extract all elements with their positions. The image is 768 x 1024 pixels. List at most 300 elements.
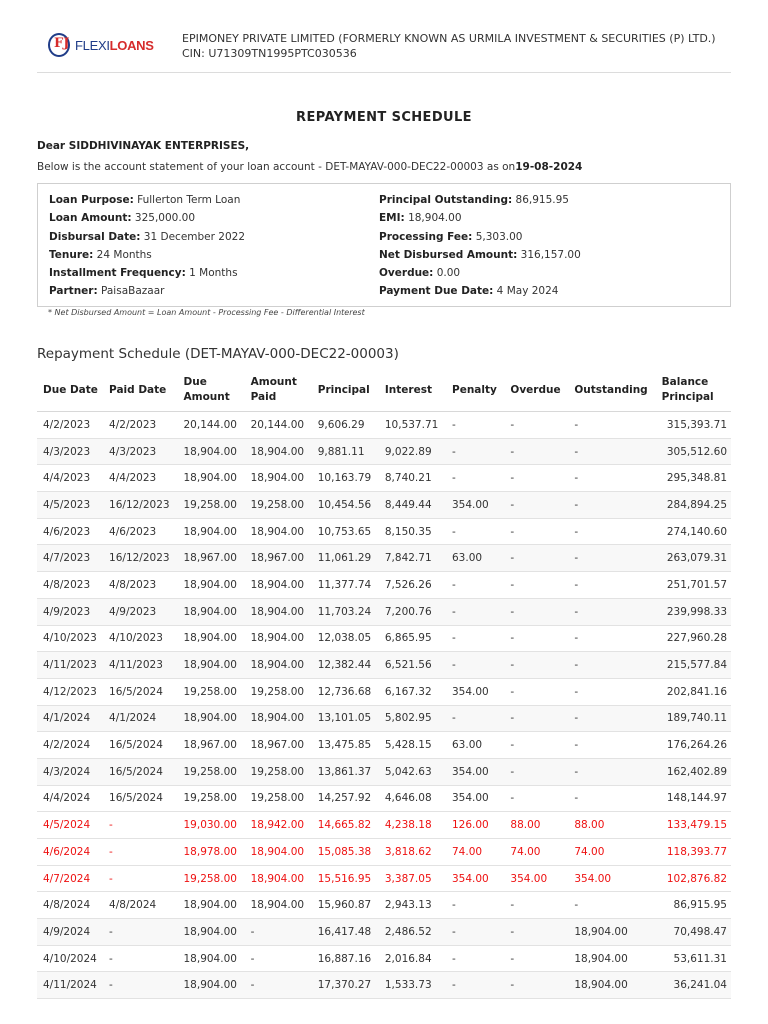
summary-item: [49, 209, 245, 227]
table-cell: -: [446, 465, 504, 492]
summary-label: Partner:: [49, 285, 98, 298]
table-cell: 4/2/2024: [37, 732, 103, 759]
table-cell: 9,022.89: [379, 438, 446, 465]
table-cell: -: [504, 598, 568, 625]
summary-label: Installment Frequency:: [49, 267, 186, 280]
table-cell: 13,475.85: [312, 732, 379, 759]
greeting: Dear SIDDHIVINAYAK ENTERPRISES,: [37, 140, 250, 152]
table-cell: 1,533.73: [379, 972, 446, 999]
logo-text-flexi: FLEXI: [75, 37, 110, 53]
table-cell: 16/12/2023: [103, 492, 177, 519]
table-cell: 8,740.21: [379, 465, 446, 492]
table-row: [37, 465, 731, 492]
table-cell: 18,942.00: [245, 812, 312, 839]
table-cell: -: [446, 945, 504, 972]
summary-value: PaisaBazaar: [97, 285, 165, 298]
table-cell: 7,200.76: [379, 598, 446, 625]
table-cell: 18,904.00: [178, 625, 245, 652]
table-cell: -: [504, 678, 568, 705]
table-cell: -: [568, 598, 655, 625]
table-cell: 19,258.00: [178, 865, 245, 892]
summary-value: Fullerton Term Loan: [133, 194, 241, 206]
table-cell: 354.00: [446, 492, 504, 519]
table-cell: 4/9/2024: [37, 919, 103, 946]
table-cell: 4/11/2024: [37, 972, 103, 999]
summary-label: Payment Due Date:: [379, 285, 494, 298]
page-header: [0, 0, 768, 74]
summary-value: 31 December 2022: [140, 230, 246, 243]
table-cell: 4/3/2023: [37, 438, 103, 465]
column-header: Principal: [312, 369, 379, 412]
table-cell: -: [504, 625, 568, 652]
table-cell: -: [245, 945, 312, 972]
table-cell: -: [568, 412, 655, 439]
table-cell: 19,258.00: [245, 758, 312, 785]
table-cell: -: [504, 412, 568, 439]
table-cell: 36,241.04: [656, 972, 731, 999]
table-cell: 354.00: [568, 865, 655, 892]
table-cell: 4/9/2023: [103, 598, 177, 625]
table-header-row: [37, 369, 731, 412]
table-cell: 11,703.24: [312, 598, 379, 625]
table-cell: -: [103, 919, 177, 946]
column-header: Interest: [379, 369, 446, 412]
table-cell: -: [504, 705, 568, 732]
table-cell: 18,904.00: [178, 972, 245, 999]
table-cell: 18,904.00: [178, 518, 245, 545]
table-cell: -: [504, 572, 568, 599]
table-cell: 8,150.35: [379, 518, 446, 545]
summary-value: 0.00: [433, 267, 461, 280]
table-cell: 4/10/2023: [37, 625, 103, 652]
table-cell: 86,915.95: [656, 892, 731, 919]
table-cell: -: [446, 598, 504, 625]
table-cell: -: [446, 518, 504, 545]
table-cell: 4/12/2023: [37, 678, 103, 705]
table-cell: 15,516.95: [312, 865, 379, 892]
table-cell: -: [568, 678, 655, 705]
table-cell: 19,258.00: [245, 678, 312, 705]
table-row: [37, 785, 731, 812]
table-cell: 10,163.79: [312, 465, 379, 492]
table-cell: 19,030.00: [178, 812, 245, 839]
table-cell: 18,967.00: [178, 732, 245, 759]
table-cell: -: [504, 732, 568, 759]
table-cell: -: [504, 652, 568, 679]
table-body: [37, 412, 731, 999]
table-cell: -: [446, 412, 504, 439]
table-cell: 14,665.82: [312, 812, 379, 839]
table-cell: 4/6/2023: [103, 518, 177, 545]
table-cell: 4/8/2024: [37, 892, 103, 919]
table-cell: -: [568, 545, 655, 572]
summary-item: [49, 228, 245, 246]
table-cell: -: [446, 892, 504, 919]
summary-item: [49, 191, 245, 209]
table-cell: 5,428.15: [379, 732, 446, 759]
table-cell: 19,258.00: [245, 492, 312, 519]
table-cell: 19,258.00: [178, 492, 245, 519]
table-cell: 202,841.16: [656, 678, 731, 705]
table-cell: 4/11/2023: [37, 652, 103, 679]
table-cell: -: [446, 652, 504, 679]
table-cell: 2,016.84: [379, 945, 446, 972]
table-cell: -: [568, 572, 655, 599]
table-cell: 13,101.05: [312, 705, 379, 732]
table-cell: 354.00: [446, 785, 504, 812]
summary-value: 4 May 2024: [493, 285, 559, 298]
table-cell: 16,887.16: [312, 945, 379, 972]
table-row: [37, 919, 731, 946]
table-cell: 10,753.65: [312, 518, 379, 545]
table-cell: 7,526.26: [379, 572, 446, 599]
table-cell: -: [568, 892, 655, 919]
column-header: Due Date: [37, 369, 103, 412]
table-cell: -: [103, 972, 177, 999]
table-cell: 74.00: [568, 839, 655, 866]
table-cell: 102,876.82: [656, 865, 731, 892]
table-cell: -: [504, 785, 568, 812]
company-name: EPIMONEY PRIVATE LIMITED (FORMERLY KNOWN AS URMILA INVESTMENT & SECURITIES (P) LTD.): [182, 32, 716, 45]
summary-value: 5,303.00: [472, 230, 523, 243]
summary-item: [379, 209, 581, 227]
table-cell: -: [568, 492, 655, 519]
table-cell: 4/5/2023: [37, 492, 103, 519]
table-cell: 126.00: [446, 812, 504, 839]
table-cell: 118,393.77: [656, 839, 731, 866]
table-cell: -: [103, 865, 177, 892]
table-cell: -: [568, 625, 655, 652]
loan-summary-right: [379, 191, 581, 301]
table-row-overdue: [37, 865, 731, 892]
table-cell: 18,967.00: [245, 732, 312, 759]
table-cell: -: [446, 919, 504, 946]
table-cell: 18,904.00: [178, 705, 245, 732]
table-cell: -: [568, 465, 655, 492]
table-row: [37, 518, 731, 545]
table-cell: 63.00: [446, 545, 504, 572]
summary-item: [379, 264, 581, 282]
company-info: [182, 31, 716, 61]
table-row: [37, 945, 731, 972]
summary-label: Overdue:: [379, 267, 434, 280]
table-cell: -: [446, 438, 504, 465]
table-cell: -: [568, 785, 655, 812]
table-cell: 53,611.31: [656, 945, 731, 972]
loan-summary-left: [49, 191, 245, 301]
table-cell: 18,904.00: [178, 892, 245, 919]
footnote: * Net Disbursed Amount = Loan Amount - Processing Fee - Differential Interest: [48, 308, 365, 317]
table-cell: 4/4/2023: [103, 465, 177, 492]
table-cell: 17,370.27: [312, 972, 379, 999]
table-cell: 19,258.00: [178, 785, 245, 812]
table-cell: 4/6/2024: [37, 839, 103, 866]
summary-item: [379, 282, 581, 300]
table-cell: 354.00: [504, 865, 568, 892]
table-cell: -: [103, 945, 177, 972]
table-cell: 18,904.00: [568, 972, 655, 999]
table-cell: -: [103, 839, 177, 866]
flexiloans-logo: [48, 30, 158, 60]
table-cell: 18,904.00: [245, 625, 312, 652]
table-cell: 227,960.28: [656, 625, 731, 652]
table-cell: 18,904.00: [245, 465, 312, 492]
table-cell: 18,904.00: [245, 572, 312, 599]
table-cell: 284,894.25: [656, 492, 731, 519]
table-cell: -: [504, 945, 568, 972]
table-cell: 15,085.38: [312, 839, 379, 866]
table-cell: 18,904.00: [178, 652, 245, 679]
table-cell: 4/11/2023: [103, 652, 177, 679]
table-cell: 13,861.37: [312, 758, 379, 785]
table-cell: 18,904.00: [245, 839, 312, 866]
table-row-overdue: [37, 839, 731, 866]
table-cell: 6,167.32: [379, 678, 446, 705]
table-cell: 18,978.00: [178, 839, 245, 866]
loan-summary-box: [37, 183, 731, 307]
table-cell: 133,479.15: [656, 812, 731, 839]
summary-value: 18,904.00: [404, 212, 462, 225]
table-cell: -: [446, 705, 504, 732]
intro-text: Below is the account statement of your loan account - DET-MAYAV-000-DEC22-00003 as on19-08-2024: [37, 161, 583, 173]
summary-label: Processing Fee:: [379, 230, 473, 243]
summary-label: Net Disbursed Amount:: [379, 248, 518, 261]
table-cell: 20,144.00: [178, 412, 245, 439]
table-cell: 4/6/2023: [37, 518, 103, 545]
table-cell: 295,348.81: [656, 465, 731, 492]
table-cell: 4,646.08: [379, 785, 446, 812]
column-header: Balance Principal: [656, 369, 731, 412]
table-cell: 4/3/2024: [37, 758, 103, 785]
table-cell: -: [504, 545, 568, 572]
table-cell: 5,802.95: [379, 705, 446, 732]
table-row: [37, 492, 731, 519]
table-cell: 18,904.00: [568, 919, 655, 946]
table-cell: 74.00: [446, 839, 504, 866]
table-cell: 189,740.11: [656, 705, 731, 732]
column-header: Due Amount: [178, 369, 245, 412]
flexiloans-logo-mark-icon: FJ: [48, 33, 70, 57]
table-cell: 18,904.00: [245, 865, 312, 892]
table-cell: 63.00: [446, 732, 504, 759]
table-cell: -: [446, 972, 504, 999]
table-cell: 6,521.56: [379, 652, 446, 679]
table-cell: -: [504, 518, 568, 545]
table-cell: 18,904.00: [245, 438, 312, 465]
summary-item: [49, 246, 245, 264]
table-cell: 18,904.00: [178, 572, 245, 599]
table-cell: -: [245, 919, 312, 946]
table-row: [37, 545, 731, 572]
schedule-title: Repayment Schedule (DET-MAYAV-000-DEC22-00003): [37, 346, 399, 362]
table-cell: 354.00: [446, 758, 504, 785]
table-cell: 12,382.44: [312, 652, 379, 679]
table-cell: -: [504, 758, 568, 785]
summary-item: [379, 228, 581, 246]
table-cell: 18,967.00: [245, 545, 312, 572]
table-cell: 18,904.00: [568, 945, 655, 972]
summary-label: Loan Amount:: [49, 212, 132, 225]
table-cell: 16/5/2024: [103, 732, 177, 759]
table-cell: 16/5/2024: [103, 785, 177, 812]
table-cell: -: [568, 652, 655, 679]
summary-value: 316,157.00: [517, 248, 581, 261]
table-row: [37, 438, 731, 465]
summary-label: EMI:: [379, 212, 405, 225]
table-cell: 10,454.56: [312, 492, 379, 519]
table-cell: 16/12/2023: [103, 545, 177, 572]
table-cell: 11,061.29: [312, 545, 379, 572]
table-cell: 4/8/2023: [37, 572, 103, 599]
table-cell: 4/2/2023: [37, 412, 103, 439]
table-cell: 18,904.00: [178, 919, 245, 946]
table-cell: 162,402.89: [656, 758, 731, 785]
table-cell: 18,904.00: [245, 598, 312, 625]
table-cell: 4/8/2023: [103, 572, 177, 599]
table-cell: 14,257.92: [312, 785, 379, 812]
table-cell: 18,904.00: [178, 465, 245, 492]
column-header: Paid Date: [103, 369, 177, 412]
summary-item: [49, 264, 245, 282]
table-cell: -: [568, 438, 655, 465]
table-row: [37, 598, 731, 625]
table-cell: 4/2/2023: [103, 412, 177, 439]
table-row: [37, 732, 731, 759]
table-cell: 19,258.00: [178, 678, 245, 705]
table-cell: 4/8/2024: [103, 892, 177, 919]
table-cell: 315,393.71: [656, 412, 731, 439]
summary-item: [379, 191, 581, 209]
table-cell: 263,079.31: [656, 545, 731, 572]
summary-label: Tenure:: [49, 248, 94, 261]
table-cell: -: [446, 572, 504, 599]
table-cell: 88.00: [504, 812, 568, 839]
table-cell: 4/5/2024: [37, 812, 103, 839]
table-cell: 4/3/2023: [103, 438, 177, 465]
table-cell: 4/4/2024: [37, 785, 103, 812]
table-cell: 215,577.84: [656, 652, 731, 679]
table-cell: -: [504, 972, 568, 999]
table-cell: 18,904.00: [245, 652, 312, 679]
table-cell: 20,144.00: [245, 412, 312, 439]
page-title: REPAYMENT SCHEDULE: [296, 110, 472, 125]
table-cell: -: [103, 812, 177, 839]
table-row: [37, 972, 731, 999]
table-cell: 11,377.74: [312, 572, 379, 599]
table-cell: 18,904.00: [245, 518, 312, 545]
table-cell: 4/1/2024: [37, 705, 103, 732]
summary-item: [379, 246, 581, 264]
table-cell: -: [504, 892, 568, 919]
table-row: [37, 892, 731, 919]
summary-value: 86,915.95: [512, 194, 569, 206]
table-cell: -: [504, 919, 568, 946]
table-cell: -: [245, 972, 312, 999]
table-cell: 274,140.60: [656, 518, 731, 545]
table-cell: 6,865.95: [379, 625, 446, 652]
table-row: [37, 705, 731, 732]
table-cell: 7,842.71: [379, 545, 446, 572]
table-cell: 251,701.57: [656, 572, 731, 599]
summary-label: Disbursal Date:: [49, 230, 141, 243]
column-header: Amount Paid: [245, 369, 312, 412]
table-row: [37, 678, 731, 705]
table-row: [37, 652, 731, 679]
table-cell: 176,264.26: [656, 732, 731, 759]
summary-value: 1 Months: [185, 267, 238, 280]
summary-label: Principal Outstanding:: [379, 194, 513, 206]
table-cell: 12,038.05: [312, 625, 379, 652]
table-cell: -: [568, 705, 655, 732]
table-cell: 15,960.87: [312, 892, 379, 919]
table-cell: 18,904.00: [178, 598, 245, 625]
logo-text-loans: LOANS: [109, 37, 154, 53]
table-cell: 18,904.00: [178, 945, 245, 972]
table-cell: 88.00: [568, 812, 655, 839]
summary-value: 325,000.00: [131, 212, 196, 225]
table-cell: 18,904.00: [245, 705, 312, 732]
table-cell: 2,943.13: [379, 892, 446, 919]
table-cell: -: [568, 518, 655, 545]
table-cell: 4/9/2023: [37, 598, 103, 625]
table-cell: 3,387.05: [379, 865, 446, 892]
column-header: Outstanding: [568, 369, 655, 412]
table-cell: 4/7/2024: [37, 865, 103, 892]
table-cell: 19,258.00: [245, 785, 312, 812]
table-row: [37, 572, 731, 599]
table-cell: 3,818.62: [379, 839, 446, 866]
table-cell: 16/5/2024: [103, 678, 177, 705]
table-cell: 70,498.47: [656, 919, 731, 946]
table-cell: -: [504, 465, 568, 492]
table-cell: 18,904.00: [178, 438, 245, 465]
summary-value: 24 Months: [93, 248, 152, 261]
summary-label: Loan Purpose:: [49, 194, 134, 206]
repayment-schedule-table: [37, 369, 731, 999]
table-cell: 18,967.00: [178, 545, 245, 572]
table-cell: 4/1/2024: [103, 705, 177, 732]
table-cell: 8,449.44: [379, 492, 446, 519]
table-row: [37, 412, 731, 439]
table-cell: 10,537.71: [379, 412, 446, 439]
table-cell: -: [504, 438, 568, 465]
table-cell: 5,042.63: [379, 758, 446, 785]
table-cell: -: [446, 625, 504, 652]
company-cin: CIN: U71309TN1995PTC030536: [182, 47, 357, 60]
table-cell: 148,144.97: [656, 785, 731, 812]
table-cell: -: [568, 758, 655, 785]
table-cell: 239,998.33: [656, 598, 731, 625]
table-cell: 18,904.00: [245, 892, 312, 919]
table-cell: 305,512.60: [656, 438, 731, 465]
table-cell: 2,486.52: [379, 919, 446, 946]
table-row-overdue: [37, 812, 731, 839]
table-cell: 74.00: [504, 839, 568, 866]
table-cell: 4/7/2023: [37, 545, 103, 572]
table-cell: 4/10/2023: [103, 625, 177, 652]
table-cell: -: [504, 492, 568, 519]
table-cell: 4,238.18: [379, 812, 446, 839]
table-cell: 9,881.11: [312, 438, 379, 465]
table-cell: 12,736.68: [312, 678, 379, 705]
table-cell: 9,606.29: [312, 412, 379, 439]
column-header: Penalty: [446, 369, 504, 412]
column-header: Overdue: [504, 369, 568, 412]
table-cell: -: [568, 732, 655, 759]
statement-date: 19-08-2024: [515, 161, 583, 173]
table-cell: 354.00: [446, 865, 504, 892]
table-row: [37, 625, 731, 652]
